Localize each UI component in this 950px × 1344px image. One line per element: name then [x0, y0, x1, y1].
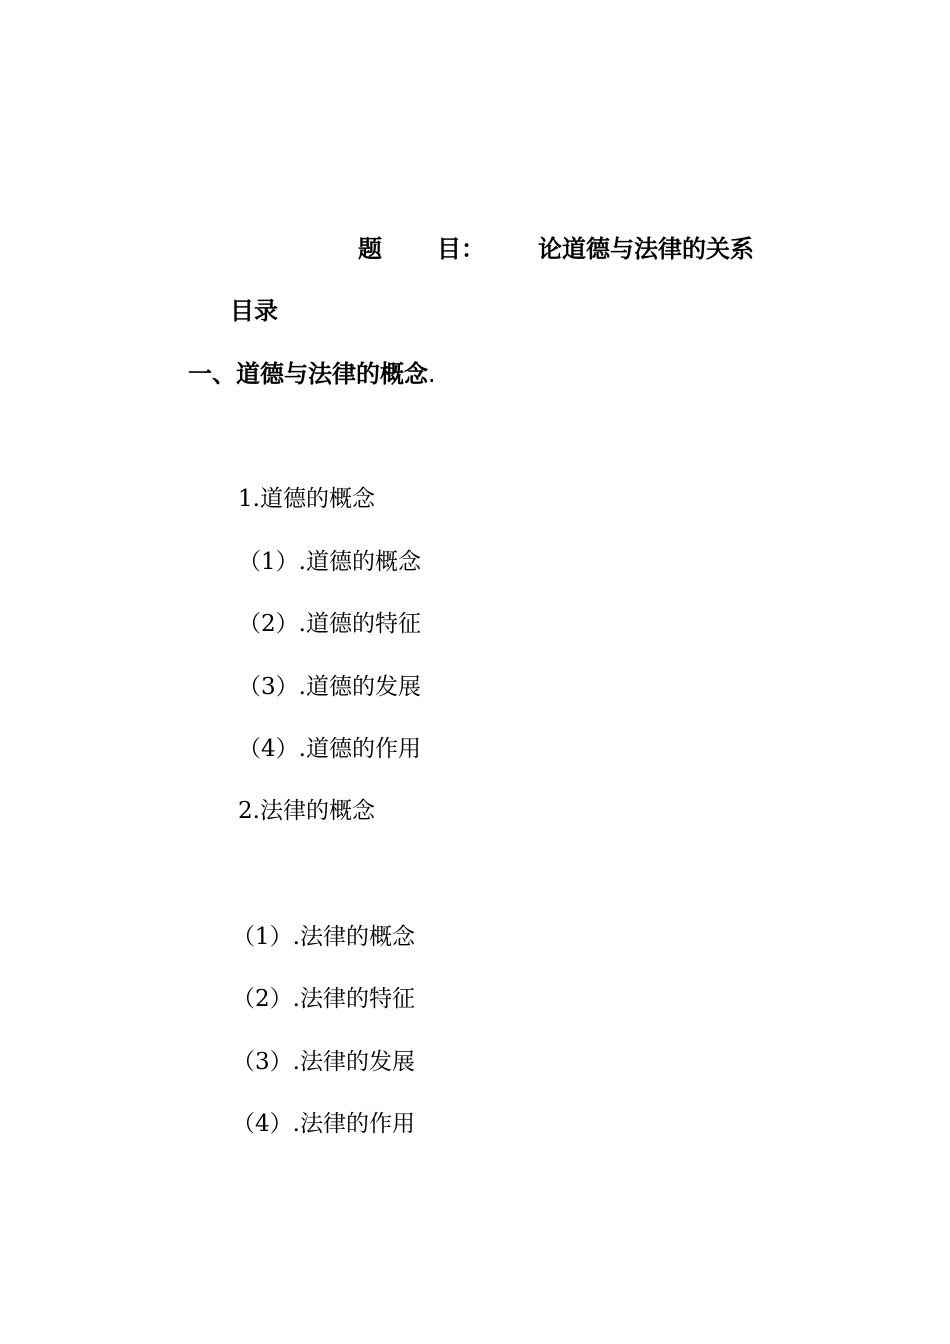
toc-subitem-law-function: （4）.法律的作用 — [232, 1111, 415, 1137]
toc-subitem-law-development: （3）.法律的发展 — [232, 1049, 415, 1075]
toc-item-moral-concept: 1.道德的概念 — [238, 486, 375, 512]
toc-section-1 — [188, 362, 436, 386]
toc-item-law-concept: 2.法律的概念 — [238, 798, 375, 824]
toc-heading: 目录 — [230, 297, 278, 325]
toc-subitem-moral-concept: （1）.道德的概念 — [238, 549, 421, 575]
toc-subitem-moral-function: （4）.道德的作用 — [238, 736, 421, 762]
toc-section-1-trailing-dot: . — [428, 360, 436, 388]
title-label-char-2: 目： — [437, 235, 485, 263]
toc-section-1-label: 一、道德与法律的概念 — [188, 360, 428, 388]
title-label-char-1: 题 — [358, 235, 382, 263]
document-title: 论道德与法律的关系 — [538, 235, 754, 263]
toc-subitem-moral-development: （3）.道德的发展 — [238, 674, 421, 700]
toc-subitem-law-concept: （1）.法律的概念 — [232, 924, 415, 950]
toc-subitem-law-features: （2）.法律的特征 — [232, 986, 415, 1012]
toc-subitem-moral-features: （2）.道德的特征 — [238, 611, 421, 637]
